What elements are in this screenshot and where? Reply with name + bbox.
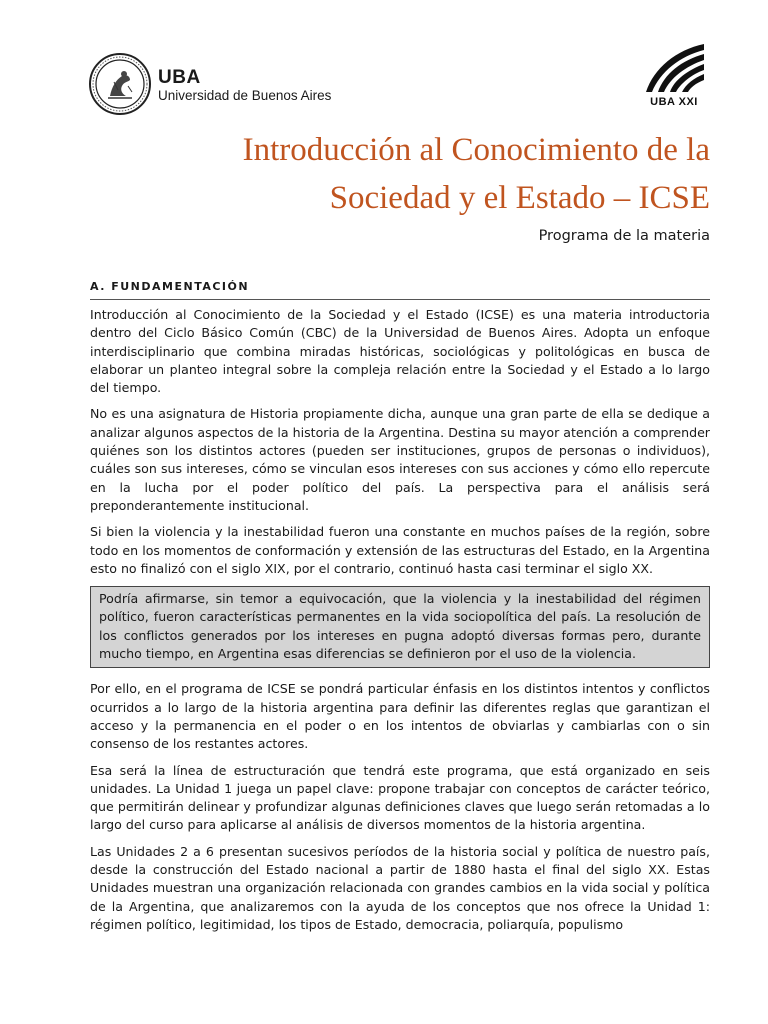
section-heading: A. FUNDAMENTACIÓN — [90, 280, 710, 300]
university-seal-icon — [88, 52, 152, 116]
university-full-name: Universidad de Buenos Aires — [158, 88, 332, 103]
page-header — [0, 0, 768, 120]
uba-xxi-logo-icon — [640, 42, 706, 94]
paragraph-1: Introducción al Conocimiento de la Sociedad y el Estado (ICSE) es una materia introductoria dentro del Ciclo Básico Común (CBC) de la Universidad de Buenos Aires. Adopta un enfoque interdisciplinario que combina miradas históricas, sociológicas y politológicas en busca de elaborar un planteo integral sobre la compleja relación entre la Sociedad y el Estado a lo largo del tiempo. — [90, 307, 710, 396]
document-subtitle: Programa de la materia — [538, 228, 710, 244]
paragraph-2: No es una asignatura de Historia propiamente dicha, aunque una gran parte de ella se dedique a analizar algunos aspectos de la historia de la Argentina. Destina su mayor atención a comprender quiénes son los distintos actores (pueden ser instituciones, grupos de personas o individuos), cuáles son sus intereses, cómo se vinculan esos intereses con sus acciones y cómo ello repercute en la lucha por el poder político del país. La perspectiva para el análisis será preponderantemente institucional. — [90, 406, 710, 513]
callout-box — [90, 586, 710, 668]
paragraph-5: Esa será la línea de estructuración que tendrá este programa, que está organizado en seis unidades. La Unidad 1 juega un papel clave: propone trabajar con conceptos de carácter teórico, que permitirán delinear y profundizar algunas definiciones claves que luego serán retomadas a lo largo del curso para aplicarse al análisis de diversos momentos de la historia argentina. — [90, 762, 710, 833]
paragraph-4: Por ello, en el programa de ICSE se pondrá particular énfasis en los distintos intentos y conflictos ocurridos a lo largo de la historia argentina para definir las diferentes reglas que garantizan el acceso y la permanencia en el poder o en los intentos de obviarlas y cambiarlas con o sin consenso de los restantes actores. — [90, 681, 710, 752]
uba-xxi-label: UBA XXI — [650, 96, 698, 108]
university-short-name: UBA — [158, 67, 201, 88]
paragraph-3: Si bien la violencia y la inestabilidad fueron una constante en muchos países de la región, sobre todo en los momentos de conformación y extensión de las estructuras del Estado, en la Argentina esto no finalizó con el siglo XIX, por el contrario, continuó hasta casi terminar el siglo XX. — [90, 524, 710, 576]
document-body — [90, 306, 710, 942]
callout-text: Podría afirmarse, sin temor a equivocación, que la violencia y la inestabilidad del régimen político, fueron características permanentes en la vida sociopolítica del país. La resolución de los conflictos generados por los intereses en pugna adoptó diversas formas pero, durante mucho tiempo, en Argentina esas diferencias se definieron por el uso de la violencia. — [99, 591, 701, 662]
paragraph-6: Las Unidades 2 a 6 presentan sucesivos períodos de la historia social y política de nuestro país, desde la construcción del Estado nacional a partir de 1880 hasta el final del siglo XX. Estas Unidades muestran una organización relacionada con grandes cambios en la vida social y política de la Argentina, que analizaremos con la ayuda de los conceptos que nos ofrece la Unidad 1: régimen político, legitimidad, los tipos de Estado, democracia, poliarquía, populismo — [90, 843, 710, 932]
document-title — [160, 126, 710, 222]
university-name-block — [158, 68, 331, 104]
title-line-2: Sociedad y el Estado – ICSE — [329, 180, 710, 216]
title-line-1: Introducción al Conocimiento de la — [242, 132, 710, 168]
